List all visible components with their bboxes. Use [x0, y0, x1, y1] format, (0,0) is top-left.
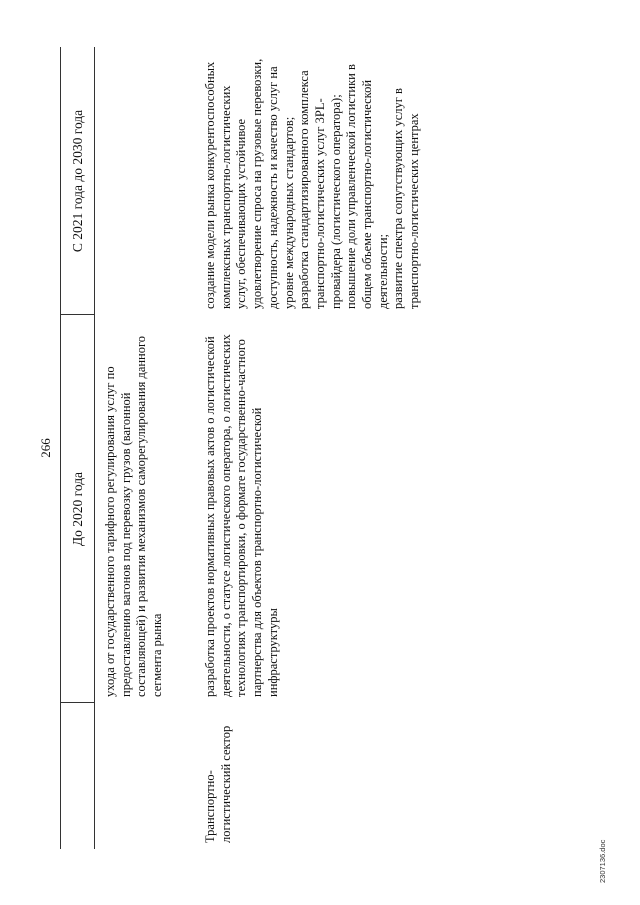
header-bottom-border: [94, 47, 95, 849]
row2-col2: разработка проектов нормативных правовых актов о логистической деятельности, о статусе логистического оператора, о логистических технологиях транспортировки, о формате государственно-частного партнерства для объектов транспортно-логистической инфраструктуры: [203, 334, 280, 697]
footer-filename: 2307136.doc: [598, 839, 607, 883]
col3-item-1: создание модели рынка конкурентоспособных комплексных транспортно-логистических услуг, обеспечивающих устойчивое удовлетворение спроса на грузовые перевозки, доступность, надежность и качество услуг на уровне международных стандартов;: [203, 58, 296, 309]
table-top-border: [60, 47, 61, 849]
row2-col3: [203, 54, 423, 309]
row1-col2: ухода от государственного тарифного регулирования услуг по предоставлению вагонов под перевозку грузов (вагонной составляющей) и развития механизмов саморегулирования данного сегмента рынка: [103, 335, 165, 697]
header-col2: До 2020 года: [70, 471, 85, 547]
header-col3: С 2021 года до 2030 года: [70, 109, 85, 253]
col3-item-3: повышение доли управленческой логистики в общем объеме транспортно-логистической деятельности;: [344, 64, 390, 309]
row2-sector: Транспортно-логистический сектор: [203, 725, 233, 843]
col3-item-4: развитие спектра сопутствующих услуг в транспортно-логистических центрах: [391, 88, 422, 309]
page-number: 266: [38, 438, 53, 458]
col3-item-2: разработка стандартизированного комплекса транспортно-логистических услуг 3PL-провайдера (логистического оператора);: [297, 70, 343, 309]
